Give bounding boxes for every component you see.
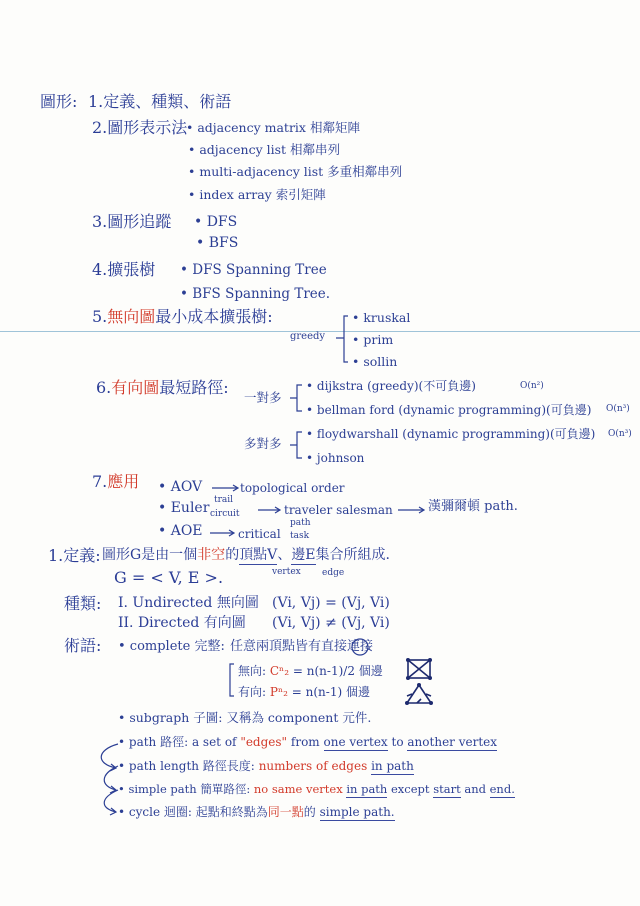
cycle-term: • cycle 迴圈: 起點和終點為同一點的 simple path. <box>118 805 395 819</box>
definition-text: 圖形G是由一個非空的頂點V、邊E集合所組成. <box>102 547 390 563</box>
outline-section-1: 1.定義、種類、術語 <box>88 92 232 111</box>
outline-section-5-head: 5.無向圖最小成本擴張樹: <box>92 307 273 326</box>
outline-section-4-head: 4.擴張樹 <box>92 260 156 279</box>
critical-path: path <box>290 518 311 528</box>
subgraph-term: • subgraph 子圖: 又稱為 component 元件. <box>118 710 372 725</box>
traversal-item: • BFS <box>196 235 239 251</box>
simple-path-term: • simple path 簡單路徑: no same vertex in path except start and end. <box>118 782 515 796</box>
one-to-many-brace <box>290 385 302 411</box>
type-directed: II. Directed 有向圖 <box>118 615 246 631</box>
rep-item: • adjacency matrix 相鄰矩陣 <box>186 120 360 135</box>
complexity: O(n²) <box>520 381 544 391</box>
path-term: • path 路徑: a set of "edges" from one vertex to another vertex <box>118 735 498 749</box>
greedy-label: greedy <box>290 331 326 342</box>
complete-def: 任意兩頂點皆有直接連接 <box>230 639 374 654</box>
outline-root: 圖形: <box>40 92 78 111</box>
topological-order: topological order <box>240 481 345 495</box>
complete-undirected: 無向: Cⁿ₂ = n(n-1)/2 個邊 <box>238 664 383 678</box>
arrow-euler-1 <box>258 507 280 513</box>
outline-section-2-head: 2.圖形表示法 <box>92 118 188 137</box>
complexity: O(n³) <box>606 404 630 414</box>
type-undirected-expr: (Vi, Vj) = (Vj, Vi) <box>272 595 390 611</box>
vertex-label: vertex <box>272 567 301 577</box>
euler-circuit: circuit <box>210 509 240 519</box>
arrow-aoe <box>210 530 234 536</box>
arrow-euler-2 <box>398 507 424 513</box>
definition-head: 1.定義: <box>48 546 101 565</box>
curve-arrow-2 <box>104 766 118 793</box>
shortest-path-item: • johnson <box>306 451 365 465</box>
spanning-item: • BFS Spanning Tree. <box>180 286 331 302</box>
mst-item: • kruskal <box>352 310 411 325</box>
many-to-many-label: 多對多 <box>244 436 282 451</box>
shortest-path-item: • bellman ford (dynamic programming)(可負邊) <box>306 403 592 417</box>
traveler-salesman: traveler salesman <box>284 503 393 517</box>
spanning-item: • DFS Spanning Tree <box>180 262 327 278</box>
traversal-item: • DFS <box>194 214 238 230</box>
euler-trail: trail <box>214 495 234 505</box>
many-to-many-brace <box>290 432 302 458</box>
critical-task: task <box>290 531 310 541</box>
euler-label: • Euler <box>158 500 210 516</box>
mst-item: • sollin <box>352 354 398 369</box>
greedy-brace <box>336 316 348 362</box>
aov-label: • AOV <box>158 479 203 495</box>
shortest-path-item: • dijkstra (greedy)(不可負邊) <box>306 379 476 393</box>
rep-item: • adjacency list 相鄰串列 <box>188 142 341 157</box>
outline-section-7-head: 7.應用 <box>92 472 140 491</box>
complexity: O(n³) <box>608 429 632 439</box>
complete-graph-undirected <box>408 660 430 678</box>
path-length-term: • path length 路徑長度: numbers of edges in path <box>118 759 414 773</box>
curve-arrow-3 <box>104 790 118 815</box>
arrow-aov <box>212 485 238 491</box>
complete-graph-directed <box>407 685 431 703</box>
terms-head: 術語: <box>64 636 102 655</box>
rep-item: • index array 索引矩陣 <box>188 187 326 202</box>
mst-item: • prim <box>352 332 394 347</box>
critical: critical <box>238 527 281 541</box>
complete-term: • complete 完整: <box>118 639 225 654</box>
shortest-path-item: • floydwarshall (dynamic programming)(可負邊) <box>306 427 596 441</box>
type-undirected: I. Undirected 無向圖 <box>118 595 259 611</box>
complete-brace <box>230 664 234 696</box>
types-head: 種類: <box>64 594 102 613</box>
definition-formula: G = < V, E >. <box>114 568 224 587</box>
aoe-label: • AOE <box>158 523 203 539</box>
edge-label: edge <box>322 568 345 578</box>
outline-section-6-head: 6.有向圖最短路徑: <box>96 378 229 397</box>
hamilton-path: 漢彌爾頓 path. <box>428 499 518 514</box>
rep-item: • multi-adjacency list 多重相鄰串列 <box>188 164 403 179</box>
type-directed-expr: (Vi, Vj) ≠ (Vj, Vi) <box>272 615 390 631</box>
outline-section-3-head: 3.圖形追蹤 <box>92 212 172 231</box>
one-to-many-label: 一對多 <box>244 390 282 405</box>
complete-directed: 有向: Pⁿ₂ = n(n-1) 個邊 <box>238 685 370 699</box>
